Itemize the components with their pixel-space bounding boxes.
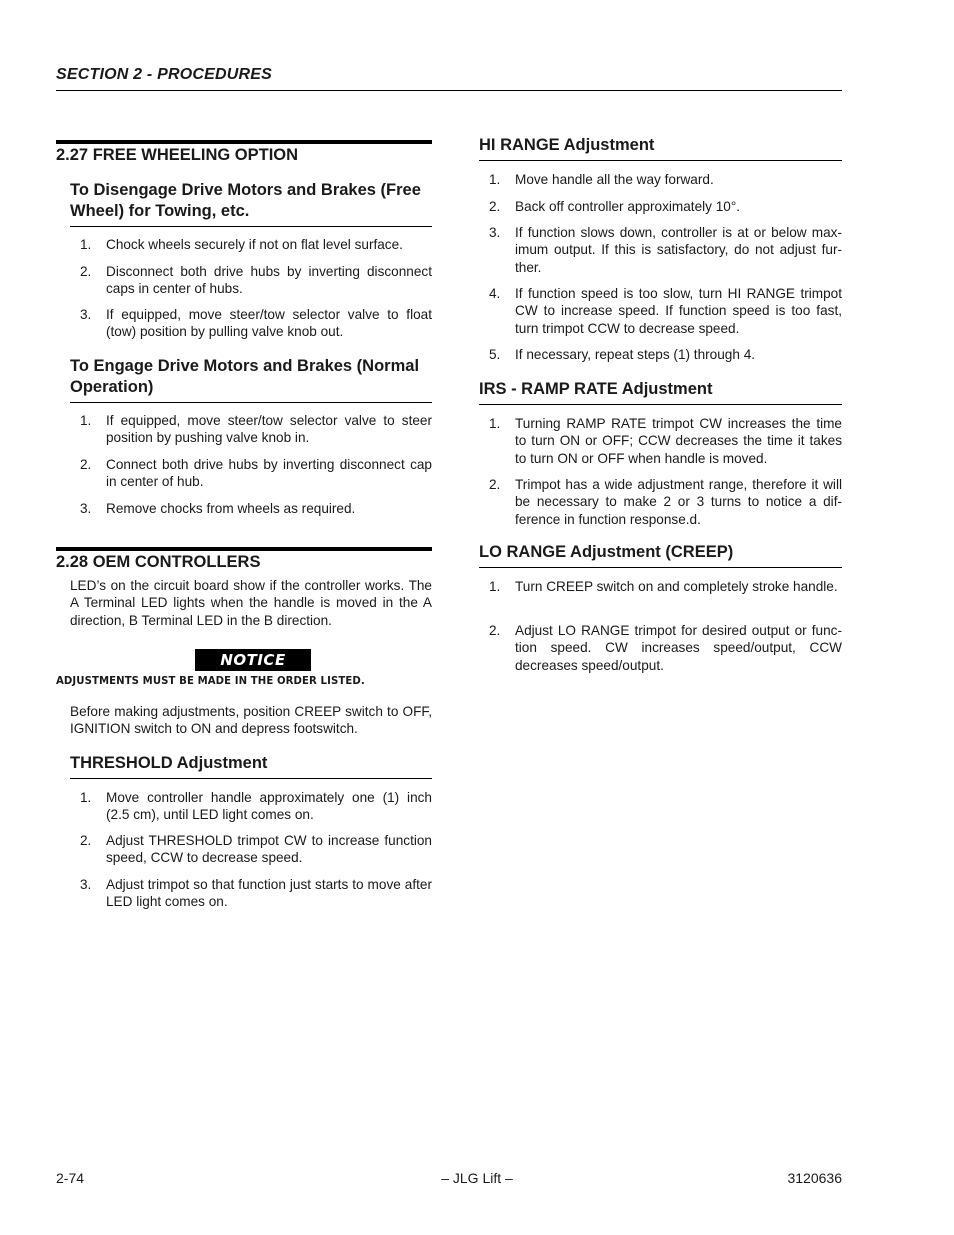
irs-ramp-rate-heading: IRS - RAMP RATE Adjustment <box>479 379 842 405</box>
list-item: 1. Turn CREEP switch on and completely stroke handle. <box>489 579 838 594</box>
list-item: 4. If function speed is too slow, turn HI RANGE trimpot CW to increase speed. If function speed is too fast, turn trimpot CCW to decrease speed. <box>489 286 842 336</box>
list-item: 3. Adjust trimpot so that function just starts to move after LED light comes on. <box>80 877 432 910</box>
lo-range-heading: LO RANGE Adjustment (CREEP) <box>479 542 842 568</box>
list-item: 5. If necessary, repeat steps (1) through 4. <box>489 347 756 362</box>
list-item: 2. Adjust LO RANGE trimpot for desired output or function speed. CW increases speed/output, CCW decreases speed/output. <box>489 623 842 673</box>
notice-text: ADJUSTMENTS MUST BE MADE IN THE ORDER LISTED. <box>56 674 365 687</box>
list-item: 3. Remove chocks from wheels as required. <box>80 501 356 516</box>
hi-range-heading: HI RANGE Adjustment <box>479 135 842 161</box>
list-item: 2. Connect both drive hubs by inverting disconnect cap in center of hub. <box>80 457 432 490</box>
threshold-heading: THRESHOLD Adjustment <box>70 753 432 779</box>
section-2-28-heading: 2.28 OEM CONTROLLERS <box>56 547 432 572</box>
engage-heading: To Engage Drive Motors and Brakes (Normal Operation) <box>70 356 432 403</box>
list-item: 1. Chock wheels securely if not on flat level surface. <box>80 237 403 252</box>
list-item: 2. Trimpot has a wide adjustment range, therefore it will be necessary to make 2 or 3 turns to notice a difference in function response.d. <box>489 477 842 527</box>
notice-label: NOTICE <box>195 649 311 671</box>
list-item: 1. Move controller handle approximately one (1) inch (2.5 cm), until LED light comes on. <box>80 790 432 823</box>
footer-brand: – JLG Lift – <box>441 1170 513 1186</box>
list-item: 2. Disconnect both drive hubs by inverting disconnect caps in center of hubs. <box>80 264 432 297</box>
list-item: 1. If equipped, move steer/tow selector valve to steer position by pushing valve knob in. <box>80 413 432 446</box>
disengage-heading: To Disengage Drive Motors and Brakes (Free Wheel) for Towing, etc. <box>70 180 432 227</box>
list-item: 1. Move handle all the way forward. <box>489 172 714 187</box>
oem-intro-paragraph: LED’s on the circuit board show if the controller works. The A Terminal LED lights when the handle is moved in the A direction, B Terminal LED in the B direction. <box>70 578 432 628</box>
section-header: SECTION 2 - PROCEDURES <box>56 66 842 91</box>
list-item: 2. Back off controller approximately 10°. <box>489 199 741 214</box>
section-2-27-heading: 2.27 FREE WHEELING OPTION <box>56 140 432 165</box>
list-item: 2. Adjust THRESHOLD trimpot CW to increase function speed, CCW to decrease speed. <box>80 833 432 866</box>
list-item: 3. If function slows down, controller is at or below maximum output. If this is satisfactory, do not adjust further. <box>489 225 842 275</box>
list-item: 3. If equipped, move steer/tow selector valve to float (tow) position by pulling valve knob out. <box>80 307 432 340</box>
page-number: 2-74 <box>56 1170 85 1186</box>
before-adjustments-paragraph: Before making adjustments, position CREEP switch to OFF, IGNITION switch to ON and depress footswitch. <box>70 704 432 737</box>
list-item: 1. Turning RAMP RATE trimpot CW increases the time to turn ON or OFF; CCW decreases the time it takes to turn ON or OFF when handle is moved. <box>489 416 842 466</box>
document-number: 3120636 <box>787 1170 842 1186</box>
